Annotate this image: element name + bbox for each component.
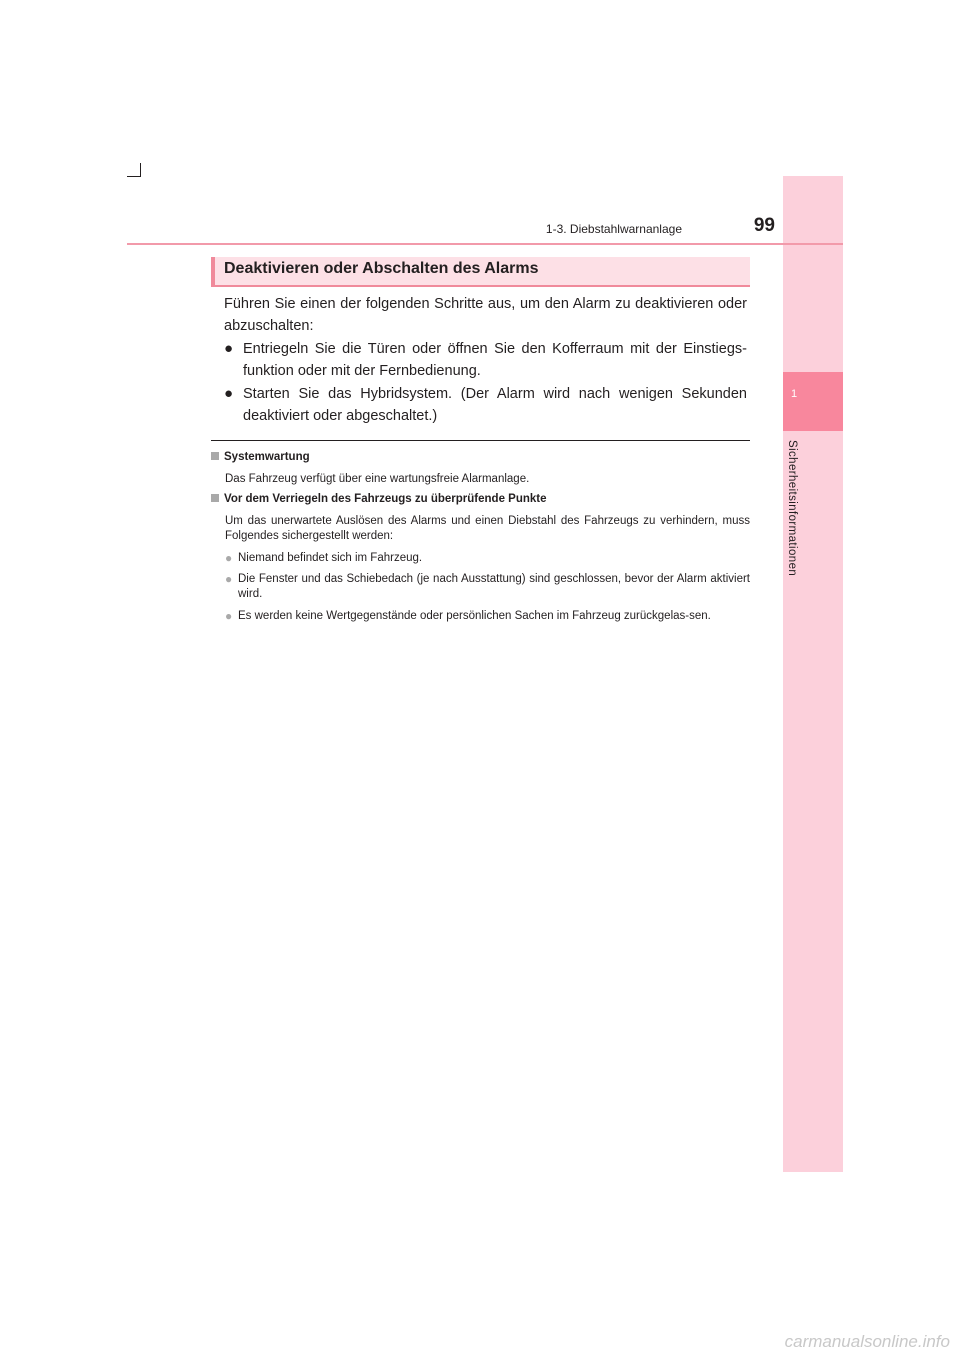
watermark: carmanualsonline.info <box>784 1332 950 1351</box>
list-item-text: Starten Sie das Hybridsystem. (Der Alarm wird nach wenigen Sekunden deaktiviert oder abgeschaltet.) <box>243 386 747 424</box>
list-item <box>224 338 747 382</box>
chapter-tab-active-marker <box>783 372 843 431</box>
chapter-label: Sicherheitsinformationen <box>786 440 798 577</box>
note-text: Das Fahrzeug verfügt über eine wartungsfreie Alarmanlage. <box>225 473 530 485</box>
note-list-item <box>225 572 750 602</box>
note-list-item-text: Es werden keine Wertgegenstände oder persönlichen Sachen im Fahrzeug zurückgelas-sen. <box>238 610 711 622</box>
note-heading-text: Vor dem Verriegeln des Fahrzeugs zu überprüfende Punkte <box>224 493 547 505</box>
list-item-text: Entriegeln Sie die Türen oder öffnen Sie den Kofferraum mit der Einstiegs-funktion oder mit der Fernbedienung. <box>243 341 747 379</box>
note-list-item <box>225 551 750 566</box>
page-number: 99 <box>753 215 775 236</box>
note-heading-text: Systemwartung <box>224 451 310 463</box>
chapter-number: 1 <box>790 388 798 400</box>
chapter-side-tab <box>783 176 843 1172</box>
bullet-icon: ● <box>224 340 234 357</box>
bullet-icon: ● <box>225 609 233 623</box>
note-heading <box>211 451 310 463</box>
bullet-icon: ● <box>224 385 234 402</box>
section-title: Deaktivieren oder Abschalten des Alarms <box>224 260 539 277</box>
square-bullet-icon <box>211 452 219 460</box>
list-item <box>224 383 747 427</box>
note-list-item-text: Die Fenster und das Schiebedach (je nach Ausstattung) sind geschlossen, bevor der Alarm aktiviert wird. <box>238 573 750 600</box>
crop-mark-top-left-h <box>127 176 141 177</box>
bullet-icon: ● <box>225 551 233 565</box>
note-list-item-text: Niemand befindet sich im Fahrzeug. <box>238 552 423 564</box>
note-heading <box>211 493 547 505</box>
running-header-section: 1-3. Diebstahlwarnanlage <box>545 222 682 236</box>
section-title-underline <box>211 285 750 287</box>
section-intro: Führen Sie einen der folgenden Schritte aus, um den Alarm zu deaktivieren oder abzuschalten: <box>224 296 747 334</box>
crop-mark-top-left-v <box>140 163 141 177</box>
square-bullet-icon <box>211 494 219 502</box>
note-list-item <box>225 609 750 624</box>
header-rule <box>127 243 843 245</box>
notes-divider <box>211 440 750 441</box>
note-text: Um das unerwartete Auslösen des Alarms und einen Diebstahl des Fahrzeugs zu verhindern, muss Folgendes sichergestellt werden: <box>225 515 750 542</box>
bullet-icon: ● <box>225 572 233 586</box>
